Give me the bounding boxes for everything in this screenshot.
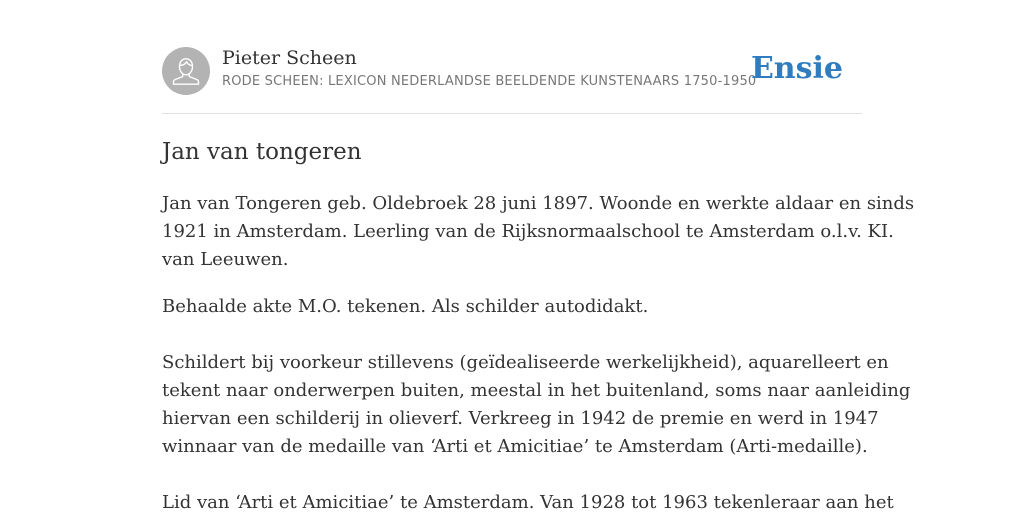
paragraph-line: Lid van ‘Arti et Amicitiae’ te Amsterdam. Van 1928 tot 1963 tekenleraar aan het	[162, 492, 894, 512]
paragraph-line: Schildert bij voorkeur stillevens (geïdealiseerde werkelijkheid), aquarelleert en	[162, 352, 889, 373]
user-icon	[162, 47, 210, 95]
paragraph-line: tekent naar onderwerpen buiten, meestal in het buitenland, soms naar aanleiding	[162, 380, 911, 401]
paragraph-line: hiervan een schilderij in olieverf. Verkreeg in 1942 de premie en werd in 1947	[162, 408, 879, 429]
paragraph-1	[162, 190, 915, 274]
header-divider	[162, 113, 862, 114]
ensie-logo[interactable]: Ensie	[750, 51, 843, 86]
paragraph-2	[162, 293, 862, 321]
article-title: Jan van tongeren	[162, 139, 362, 165]
header	[162, 46, 862, 96]
paragraph-line: Behaalde akte M.O. tekenen. Als schilder autodidakt.	[162, 296, 649, 317]
source-title[interactable]: RODE SCHEEN: LEXICON NEDERLANDSE BEELDENDE KUNSTENAARS 1750-1950	[222, 74, 757, 89]
paragraph-line: van Leeuwen.	[162, 249, 289, 270]
paragraph-line: Jan van Tongeren geb. Oldebroek 28 juni 1897. Woonde en werkte aldaar en sinds	[162, 193, 915, 214]
paragraph-4	[162, 489, 894, 512]
article-body	[162, 190, 915, 512]
paragraph-line: winnaar van de medaille van ‘Arti et Amicitiae’ te Amsterdam (Arti-medaille).	[162, 436, 868, 457]
paragraph-3	[162, 349, 911, 461]
author-name[interactable]: Pieter Scheen	[222, 47, 357, 69]
paragraph-line: 1921 in Amsterdam. Leerling van de Rijksnormaalschool te Amsterdam o.l.v. KI.	[162, 221, 894, 242]
author-avatar[interactable]	[162, 47, 210, 95]
